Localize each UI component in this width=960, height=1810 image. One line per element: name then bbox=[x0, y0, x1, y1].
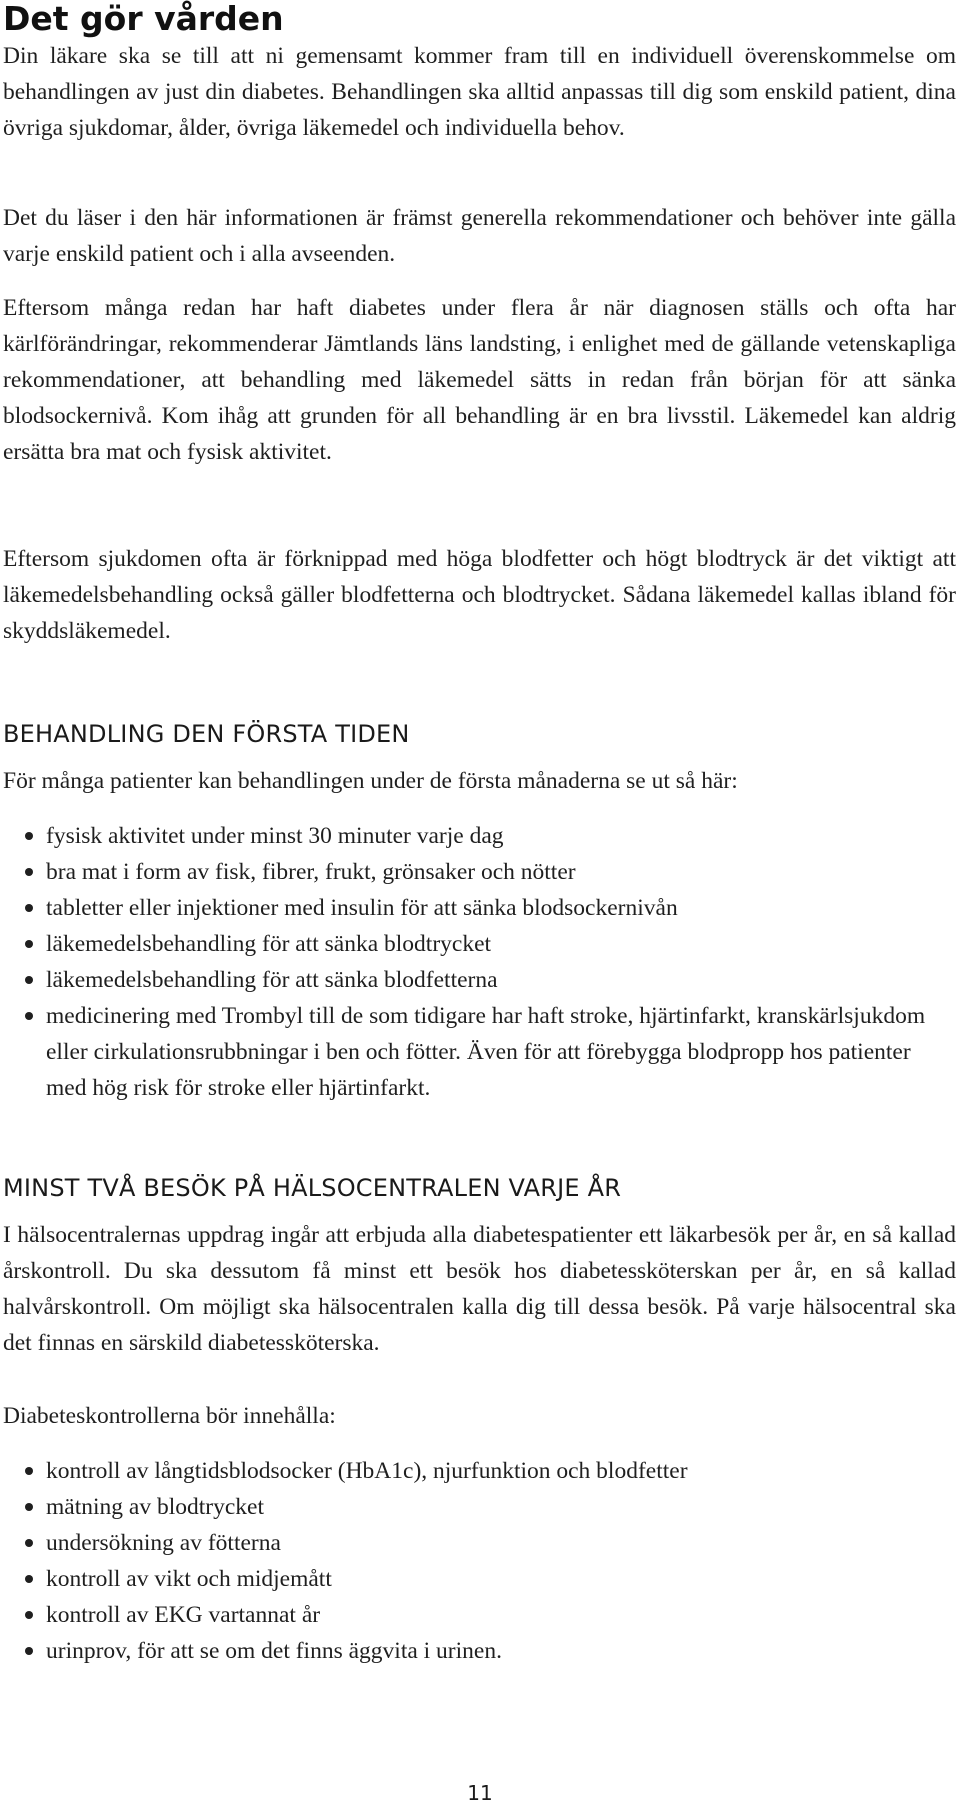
section-heading-besok: MINST TVÅ BESÖK PÅ HÄLSOCENTRALEN VARJE ÅR bbox=[3, 1174, 622, 1202]
list-item: läkemedelsbehandling för att sänka blodtrycket bbox=[0, 926, 950, 962]
list-item: mätning av blodtrycket bbox=[0, 1489, 950, 1525]
section2-lead: Diabeteskontrollerna bör innehålla: bbox=[3, 1403, 336, 1429]
intro-paragraph-2: Det du läser i den här informationen är främst generella rekommendationer och behöver inte gälla varje enskild patient och i alla avseenden. bbox=[3, 205, 956, 267]
list-item: undersökning av fötterna bbox=[0, 1525, 950, 1561]
list-item: bra mat i form av fisk, fibrer, frukt, grönsaker och nötter bbox=[0, 854, 950, 890]
list-item: kontroll av EKG vartannat år bbox=[0, 1597, 950, 1633]
list-item: läkemedelsbehandling för att sänka blodfetterna bbox=[0, 962, 950, 998]
treatment-list bbox=[0, 818, 950, 1106]
intro-paragraph-1: Din läkare ska se till att ni gemensamt kommer fram till en individuell överenskommelse om behandlingen av just din diabetes. Behandlingen ska alltid anpassas till dig som enskild patient, dina övriga sjukdomar, ålder, övriga läkemedel och individuella behov. bbox=[3, 43, 956, 141]
list-item: medicinering med Trombyl till de som tidigare har haft stroke, hjärtinfarkt, kranskärlsjukdom eller cirkulationsrubbningar i ben och fötter. Även för att förebygga blodpropp hos patienter med hög risk för stroke eller hjärtinfarkt. bbox=[0, 998, 950, 1106]
list-item: kontroll av vikt och midjemått bbox=[0, 1561, 950, 1597]
page-number: 11 bbox=[467, 1781, 493, 1805]
list-item: fysisk aktivitet under minst 30 minuter varje dag bbox=[0, 818, 950, 854]
section1-lead: För många patienter kan behandlingen under de första månaderna se ut så här: bbox=[3, 768, 738, 794]
checkup-list bbox=[0, 1453, 950, 1669]
section2-body: I hälsocentralernas uppdrag ingår att erbjuda alla diabetespatienter ett läkarbesök per år, en så kallad årskontroll. Du ska dessutom få minst ett besök hos diabetessköterskan per år, en så kallad halvårskontroll. Om möjligt ska hälsocentralen kalla dig till dessa besök. På varje hälsocentral ska det finnas en särskild diabetessköterska. bbox=[3, 1222, 956, 1356]
intro-paragraph-4: Eftersom sjukdomen ofta är förknippad med höga blodfetter och högt blodtryck är det viktigt att läkemedelsbehandling också gäller blodfetterna och blodtrycket. Sådana läkemedel kallas ibland för skyddsläkemedel. bbox=[3, 546, 956, 644]
list-item: urinprov, för att se om det finns äggvita i urinen. bbox=[0, 1633, 950, 1669]
intro-paragraph-3: Eftersom många redan har haft diabetes under flera år när diagnosen ställs och ofta har kärlförändringar, rekommenderar Jämtlands läns landsting, i enlighet med de gällande vetenskapliga rekommendationer, att behandling med läkemedel sätts in redan från början för att sänka blodsockernivå. Kom ihåg att grunden för all behandling är en bra livsstil. Läkemedel kan aldrig ersätta bra mat och fysisk aktivitet. bbox=[3, 295, 956, 465]
list-item: kontroll av långtidsblodsocker (HbA1c), njurfunktion och blodfetter bbox=[0, 1453, 950, 1489]
list-item: tabletter eller injektioner med insulin för att sänka blodsockernivån bbox=[0, 890, 950, 926]
section-heading-behandling: BEHANDLING DEN FÖRSTA TIDEN bbox=[3, 720, 410, 748]
page-title: Det gör vården bbox=[3, 0, 284, 38]
